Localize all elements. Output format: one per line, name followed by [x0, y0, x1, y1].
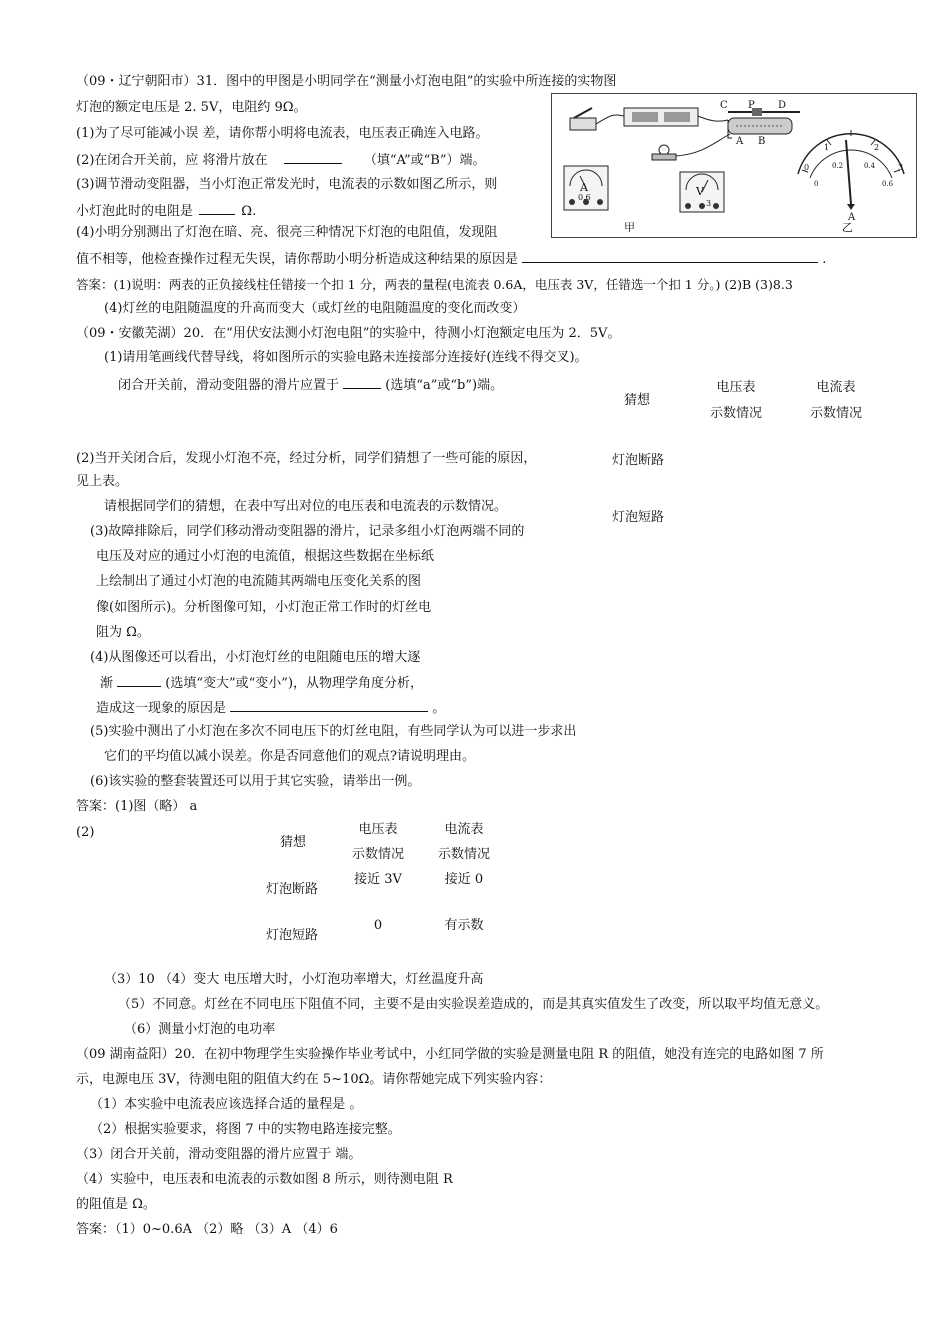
table-header-ammeter-reading: 示数情况	[809, 406, 862, 421]
q1-answer-2: (4)灯丝的电阻随温度的升高而变大（或灯丝的电阻随温度的变化而改变）	[104, 301, 526, 316]
q2-answer-5: （6）测量小灯泡的电功率	[124, 1022, 276, 1037]
q1-line-4-text-b: （填“A”或“B”）端。	[363, 153, 486, 168]
q2-line-3	[118, 376, 503, 394]
q2-line-13-text-a: 渐	[100, 676, 114, 691]
answer-table-short-circuit-current: 有示数	[444, 918, 484, 933]
q2-line-15: (5)实验中测出了小灯泡在多次不同电压下的灯丝电阻，有些同学认为可以进一步求出	[90, 724, 577, 739]
dial-bottom-04: 0.4	[864, 162, 876, 170]
q2-line-3-text-b: (选填“a”或“b”)端。	[385, 378, 504, 393]
label-d: D	[778, 100, 787, 111]
q2-line-14-text-b: 。	[432, 701, 446, 716]
dial-bottom-0: 0	[814, 180, 819, 188]
answer-table-header-ammeter-reading: 示数情况	[437, 847, 490, 862]
answer-table-open-circuit-current: 接近 0	[444, 872, 484, 887]
table-header-guess: 猜想	[623, 393, 650, 408]
q2-line-11: 阻为 Ω。	[96, 625, 150, 640]
q1-line-4-text-a: (2)在闭合开关前，应 将滑片放在	[76, 153, 268, 168]
q2-line-5: 见上表。	[76, 474, 129, 489]
dial-unit-a: A	[848, 212, 856, 223]
label-a: A	[736, 136, 744, 147]
dial-bottom-06: 0.6	[882, 180, 894, 188]
table-header-ammeter: 电流表	[816, 380, 856, 395]
q3-line-1: （09 湖南益阳）20．在初中物理学生实验操作毕业考试中，小红同学做的实验是测量电阻 R 的阻值，她没有连完的电路如图 7 所	[76, 1047, 824, 1062]
q3-answer: 答案：（1）0~0.6A （2）略 （3）A （4）6	[76, 1222, 338, 1237]
answer-table-header-voltmeter: 电压表	[358, 822, 398, 837]
q3-line-2: 示，电源电压 3V，待测电阻的阻值大约在 5~10Ω。请你帮她完成下列实验内容：	[76, 1072, 552, 1087]
q2-line-7: (3)故障排除后，同学们移动滑动变阻器的滑片，记录多组小灯泡两端不同的	[90, 524, 525, 539]
q1-line-7: (4)小明分别测出了灯泡在暗、亮、很亮三种情况下灯泡的电阻值，发现阻	[76, 225, 498, 240]
answer-table-short-circuit-voltage: 0	[373, 918, 383, 933]
voltmeter-terminal-label: 3	[706, 199, 712, 208]
q2-line-16: 它们的平均值以减小误差。你是否同意他们的观点?请说明理由。	[104, 749, 475, 764]
q2-answer-3: （3）10 （4）变大 电压增大时，小灯泡功率增大，灯丝温度升高	[104, 972, 484, 987]
q1-line-6	[76, 202, 256, 220]
q2-line-6: 请根据同学们的猜想，在表中写出对位的电压表和电流表的示数情况。	[104, 499, 508, 514]
q2-answer-4: （5）不同意。灯丝在不同电压下阻值不同，主要不是由实验误差造成的，而是其真实值发生了改变，所以取平均值无意义。	[118, 997, 829, 1012]
answer-blank[interactable]	[522, 250, 818, 263]
answer-table-open-circuit-voltage: 接近 3V	[354, 872, 402, 887]
q2-line-2: (1)请用笔画线代替导线，将如图所示的实验电路未连接部分连接好(连线不得交叉)。	[104, 350, 588, 365]
label-c: C	[720, 100, 728, 111]
q1-line-1: （09・辽宁朝阳市）31．图中的甲图是小明同学在“测量小灯泡电阻”的实验中所连接的实物图	[76, 74, 617, 89]
dial-top-2: 2	[874, 143, 880, 152]
q2-line-1: （09・安徽芜湖）20．在“用伏安法测小灯泡电阻”的实验中，待测小灯泡额定电压为 2．5V。	[76, 326, 621, 341]
table-row-open-circuit: 灯泡断路	[611, 453, 664, 468]
q3-line-3: （1）本实验中电流表应该选择合适的量程是 。	[90, 1097, 363, 1112]
q1-line-6-text-a: 小灯泡此时的电阻是	[76, 204, 194, 219]
q1-line-5: (3)调节滑动变阻器，当小灯泡正常发光时，电流表的示数如图乙所示，则	[76, 177, 498, 192]
circuit-figure	[551, 93, 917, 238]
table-header-voltmeter-reading: 示数情况	[709, 406, 762, 421]
q2-line-17: (6)该实验的整套装置还可以用于其它实验，请举出一例。	[90, 774, 421, 789]
label-p: P	[748, 100, 755, 111]
q1-line-4	[76, 151, 485, 169]
ammeter-dial	[798, 134, 904, 174]
q1-line-8-text-a: 值不相等，他检查操作过程无失误，请你帮助小明分析造成这种结果的原因是	[76, 252, 519, 267]
q2-line-14	[96, 699, 445, 717]
answer-blank[interactable]	[199, 202, 235, 215]
q2-line-10: 像(如图所示)。分析图像可知，小灯泡正常工作时的灯丝电	[96, 600, 432, 615]
q2-line-13-text-b: (选填“变大”或“变小”)，从物理学角度分析，	[165, 676, 424, 691]
q2-line-12: (4)从图像还可以看出，小灯泡灯丝的电阻随电压的增大逐	[90, 650, 421, 665]
q1-line-3: (1)为了尽可能减小误 差，请你帮小明将电流表，电压表正确连入电路。	[76, 126, 489, 141]
answer-table-header-voltmeter-reading: 示数情况	[351, 847, 404, 862]
dial-top-0: 0	[804, 163, 810, 172]
q1-line-6-text-b: Ω.	[241, 204, 257, 219]
q1-answer-1: 答案：(1)说明：两表的正负接线柱任错接一个扣 1 分，两表的量程(电流表 0.6A，电压表 3V，任错选一个扣 1 分。) (2)B (3)8.3	[76, 277, 793, 292]
q1-line-8	[76, 250, 826, 268]
q2-answer-2-label: (2)	[76, 825, 95, 840]
switch	[570, 118, 596, 130]
ammeter-symbol: A	[580, 181, 588, 194]
answer-blank[interactable]	[117, 674, 161, 687]
q2-line-8: 电压及对应的通过小灯泡的电流值，根据这些数据在坐标纸	[96, 549, 435, 564]
q2-line-3-text-a: 闭合开关前，滑动变阻器的滑片应置于	[118, 378, 340, 393]
q2-line-14-text-a: 造成这一现象的原因是	[96, 701, 227, 716]
answer-table-row-open-circuit: 灯泡断路	[265, 882, 318, 897]
q3-line-6: （4）实验中，电压表和电流表的示数如图 8 所示，则待测电阻 R	[76, 1172, 453, 1187]
figure-label-yi: 乙	[842, 221, 853, 234]
table-header-voltmeter: 电压表	[716, 380, 756, 395]
q2-line-13	[100, 674, 423, 692]
voltmeter-symbol: V	[696, 185, 704, 198]
table-row-short-circuit: 灯泡短路	[611, 510, 664, 525]
figure-label-jia: 甲	[624, 221, 635, 234]
dial-top-3: 3	[898, 163, 904, 172]
dial-bottom-02: 0.2	[832, 162, 844, 170]
q3-line-4: （2）根据实验要求，将图 7 中的实物电路连接完整。	[90, 1122, 401, 1137]
answer-table-header-ammeter: 电流表	[444, 822, 484, 837]
q3-line-7: 的阻值是 Ω。	[76, 1197, 156, 1212]
q3-line-5: （3）闭合开关前，滑动变阻器的滑片应置于 端。	[76, 1147, 362, 1162]
answer-blank[interactable]	[284, 151, 342, 164]
q2-answer-1: 答案：(1)图（略） a	[76, 799, 198, 814]
q1-line-8-text-b: .	[822, 252, 827, 267]
answer-blank[interactable]	[343, 376, 381, 389]
dial-top-1: 1	[824, 143, 830, 152]
answer-blank[interactable]	[230, 699, 428, 712]
ammeter-terminal-label: 0.6	[578, 193, 591, 202]
q2-line-4: (2)当开关闭合后，发现小灯泡不亮，经过分析，同学们猜想了一些可能的原因，	[76, 451, 537, 466]
q1-line-2: 灯泡的额定电压是 2. 5V，电阻约 9Ω。	[76, 100, 307, 115]
answer-table-header-guess: 猜想	[279, 835, 306, 850]
answer-table-row-short-circuit: 灯泡短路	[265, 928, 318, 943]
label-b: B	[758, 136, 766, 147]
q2-line-9: 上绘制出了通过小灯泡的电流随其两端电压变化关系的图	[96, 574, 422, 589]
